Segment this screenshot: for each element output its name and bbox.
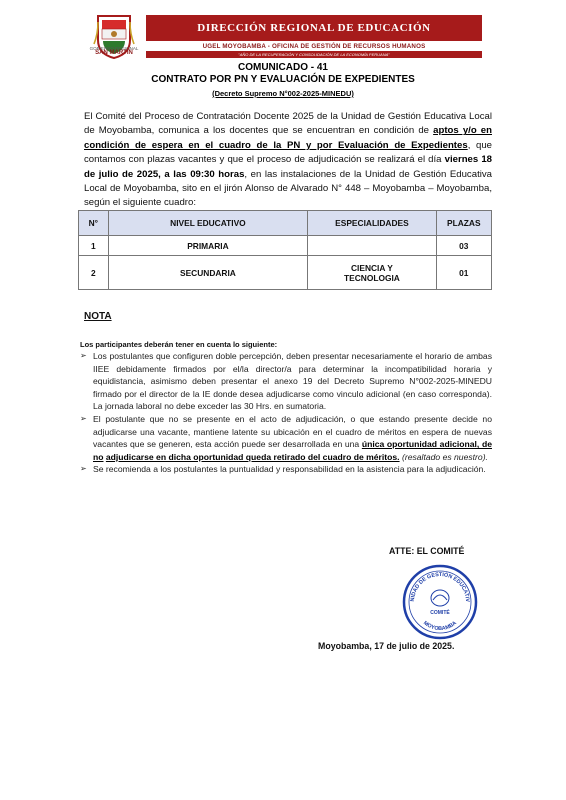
ugel-office-line: UGEL MOYOBAMBA - OFICINA DE GESTIÓN DE RECURSOS HUMANOS: [202, 43, 426, 50]
arrow-bullet-icon: ➢: [80, 413, 87, 423]
header-number: N°: [79, 211, 109, 236]
header-nivel: NIVEL EDUCATIVO: [108, 211, 308, 236]
bullet-text-3: Se recomienda a los postulantes la puntualidad y responsabilidad en la asistencia para la adjudicación.: [93, 464, 486, 475]
bullet-text-1: Los postulantes que configuren doble percepción, deben presentar necesariamente el horario de ambas IIEE debidamente firmados por el/la director/a para determinar la incompatibilidad horaria y equidistancia, asimismo deben presentar el anexo 19 del Decreto Supremo N°002-2025-MINEDU firmado por el director de la IE donde desea adjudicarse como vinculo adicional (en caso corresponda). La jornada laboral no debe exceder las 30 Hrs. en sumatoria.: [93, 351, 492, 412]
intro-paragraph: [84, 110, 492, 211]
row-plazas: 03: [436, 236, 491, 256]
intro-highlight-aptos: aptos y/o en condición de espera en el cuadro de la PN y por Evaluación de Expedientes: [84, 125, 492, 151]
bullet-emphasis-note: (resaltado es nuestro).: [399, 451, 488, 462]
comunicado-title: COMUNICADO - 41: [237, 62, 328, 73]
seal-center-text: COMITÉ: [430, 610, 450, 616]
bullet-highlight-2: adjudicarse en dicha oportunidad queda retirado del cuadro de méritos.: [105, 451, 400, 462]
table-header-row: [79, 211, 492, 236]
bullet-text-2: El postulante que no se presente en el acto de adjudicación, o que estando presente decide no adjudicarse una vacante, mantiene latente su ubicación en el cuadro de méritos en espera de nuevas vacantes que se generen, esta acción puede ser desarrollada en una: [93, 413, 492, 450]
nota-list: [80, 350, 492, 476]
year-slogan: "AÑO DE LA RECUPERACIÓN Y CONSOLIDACIÓN DE LA ECONOMÍA PERUANA": [146, 51, 482, 58]
especialidad-line1: CIENCIA Y: [351, 262, 393, 273]
list-item: [80, 463, 492, 476]
vacancies-table: [78, 210, 492, 290]
document-date: Moyobamba, 17 de julio de 2025.: [318, 641, 455, 651]
logo-caption-line2: SAN MARTIN: [95, 50, 133, 56]
header-banner: DIRECCIÓN REGIONAL DE EDUCACIÓN: [146, 15, 482, 41]
decreto-reference: (Decreto Supremo N°002-2025-MINEDU): [212, 89, 354, 98]
row-number: 1: [79, 236, 109, 256]
arrow-bullet-icon: ➢: [80, 464, 87, 474]
row-number: 2: [79, 256, 109, 290]
signature-label: ATTE: EL COMITÉ: [389, 546, 465, 556]
row-nivel: PRIMARIA: [108, 236, 308, 256]
header-plazas: PLAZAS: [436, 211, 491, 236]
list-item: [80, 350, 492, 413]
contrato-title: CONTRATO POR PN Y EVALUACIÓN DE EXPEDIENTES: [151, 74, 415, 85]
header-especialidades: ESPECIALIDADES: [308, 211, 436, 236]
especialidad-line2: TECNOLOGIA: [344, 272, 400, 283]
logo-caption: [84, 46, 144, 56]
intro-text-3: , en las instalaciones de la Unidad de Gestión Educativa Local de Moyobamba, sito en el jirón Alonso de Alvarado N° 448 – Moyobamba – Moyobamba, según el siguiente cuadro:: [84, 168, 492, 209]
row-nivel: SECUNDARIA: [108, 256, 308, 290]
seal-text-bottom: MOYOBAMBA: [422, 620, 458, 633]
nota-heading: NOTA: [84, 311, 112, 322]
committee-seal-stamp: [400, 562, 480, 642]
intro-highlight-date: viernes 18 de julio de 2025, a las 09:30 horas: [84, 154, 492, 180]
logo-caption-line1: GOBIERNO REGIONAL: [89, 46, 139, 51]
row-especialidad: [308, 236, 436, 256]
list-item: [80, 413, 492, 463]
seal-text-top: NIDAD DE GESTIÓN EDUCATIV: [409, 571, 471, 602]
intro-text-2: , que contamos con plazas vacantes y que el proceso de adjudicación se realizará el día: [84, 139, 493, 166]
bullet-highlight-1: única oportunidad adicional, de no: [93, 439, 492, 462]
intro-text-1: El Comité del Proceso de Contratación Docente 2025 de la Unidad de Gestión Educativa Local de Moyobamba, comunica a los docentes que se encuentran en condición de: [84, 111, 492, 137]
arrow-bullet-icon: ➢: [80, 351, 87, 360]
table-row: [79, 256, 492, 290]
row-plazas: 01: [436, 256, 491, 290]
row-especialidad: [308, 256, 436, 290]
table-row: [79, 236, 492, 256]
nota-lead: Los participantes deberán tener en cuenta lo siguiente:: [80, 340, 278, 349]
